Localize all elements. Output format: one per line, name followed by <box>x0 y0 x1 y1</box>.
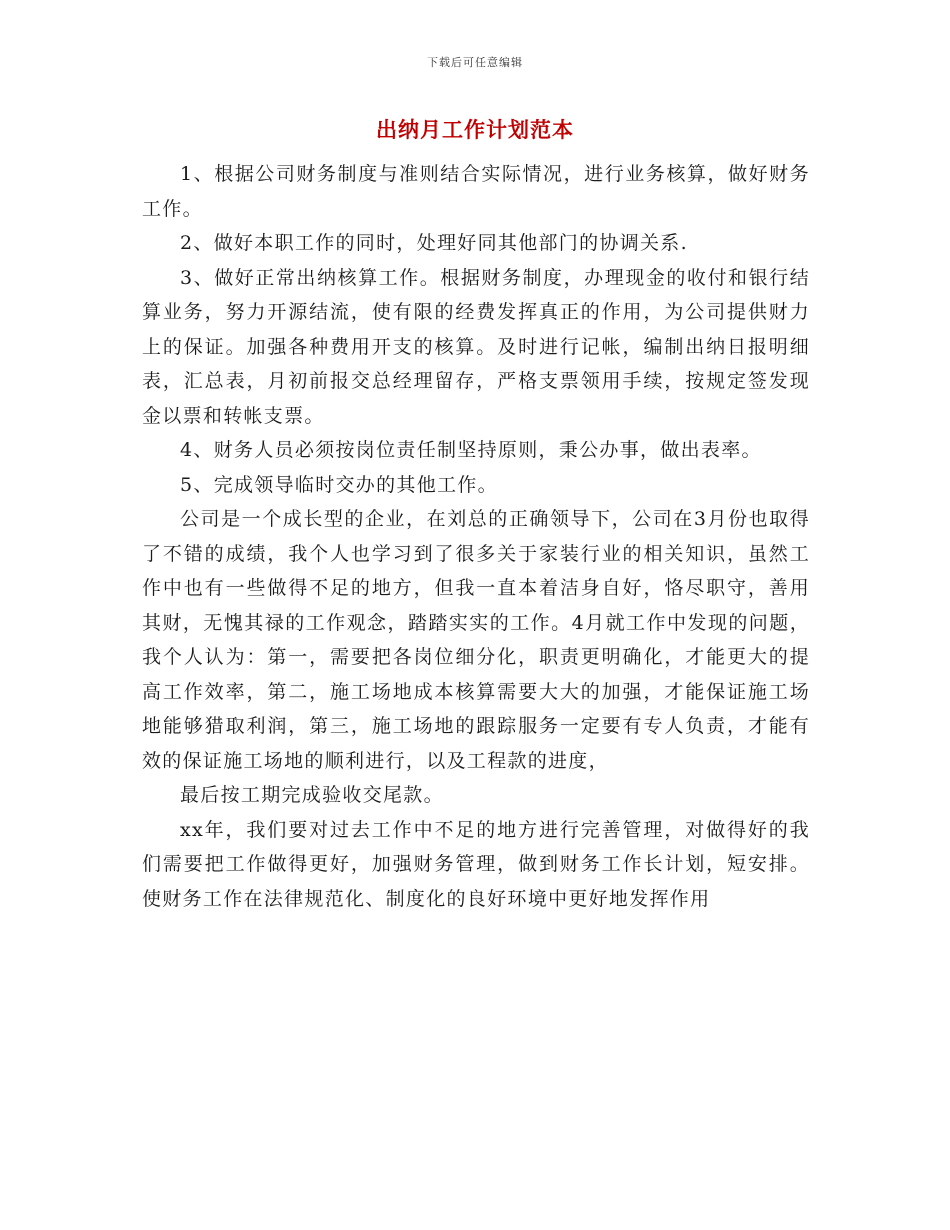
paragraph-final-payment: 最后按工期完成验收交尾款。 <box>180 784 444 806</box>
paragraph-item-5: 5、完成领导临时交办的其他工作。 <box>180 473 498 496</box>
paragraph-item-4: 4、财务人员必须按岗位责任制坚持原则，秉公办事，做出表率。 <box>180 439 762 461</box>
header-note: 下载后可任意编辑 <box>427 56 523 69</box>
paragraph-item-3: 3、做好正常出纳核算工作。根据财务制度，办理现金的收付和银行结算业务，努力开源结流，使有限的经费发挥真正的作用，为公司提供财力上的保证。加强各种费用开支的核算。及时进行记帐，编制出纳日报明细表，汇总表，月初前报交总经理留存，严格支票领用手续，按规定签发现金以票和转帐支票。 <box>142 266 810 427</box>
document-title: 出纳月工作计划范本 <box>376 117 574 142</box>
paragraph-company-summary: 公司是一个成长型的企业，在刘总的正确领导下，公司在3月份也取得了不错的成绩，我个人也学习到了很多关于家装行业的相关知识，虽然工作中也有一些做得不足的地方，但我一直本着洁身自好，恪尽职守，善用其财，无愧其禄的工作观念，踏踏实实的工作。4月就工作中发现的问题，我个人认为：第一，需要把各岗位细分化，职责更明确化，才能更大的提高工作效率，第二，施工场地成本核算需要大大的加强，才能保证施工场地能够猎取利润，第三，施工场地的跟踪服务一定要有专人负责，才能有效的保证施工场地的顺利进行，以及工程款的进度， <box>142 508 810 772</box>
document-body <box>142 157 810 916</box>
paragraph-item-2: 2、做好本职工作的同时，处理好同其他部门的协调关系. <box>180 232 688 254</box>
paragraph-item-1: 1、根据公司财务制度与准则结合实际情况，进行业务核算，做好财务工作。 <box>142 163 810 220</box>
paragraph-next-year-plan: xx年，我们要对过去工作中不足的地方进行完善管理，对做得好的我们需要把工作做得更好，加强财务管理，做到财务工作长计划，短安排。使财务工作在法律规范化、制度化的良好环境中更好地发挥作用 <box>142 818 810 910</box>
